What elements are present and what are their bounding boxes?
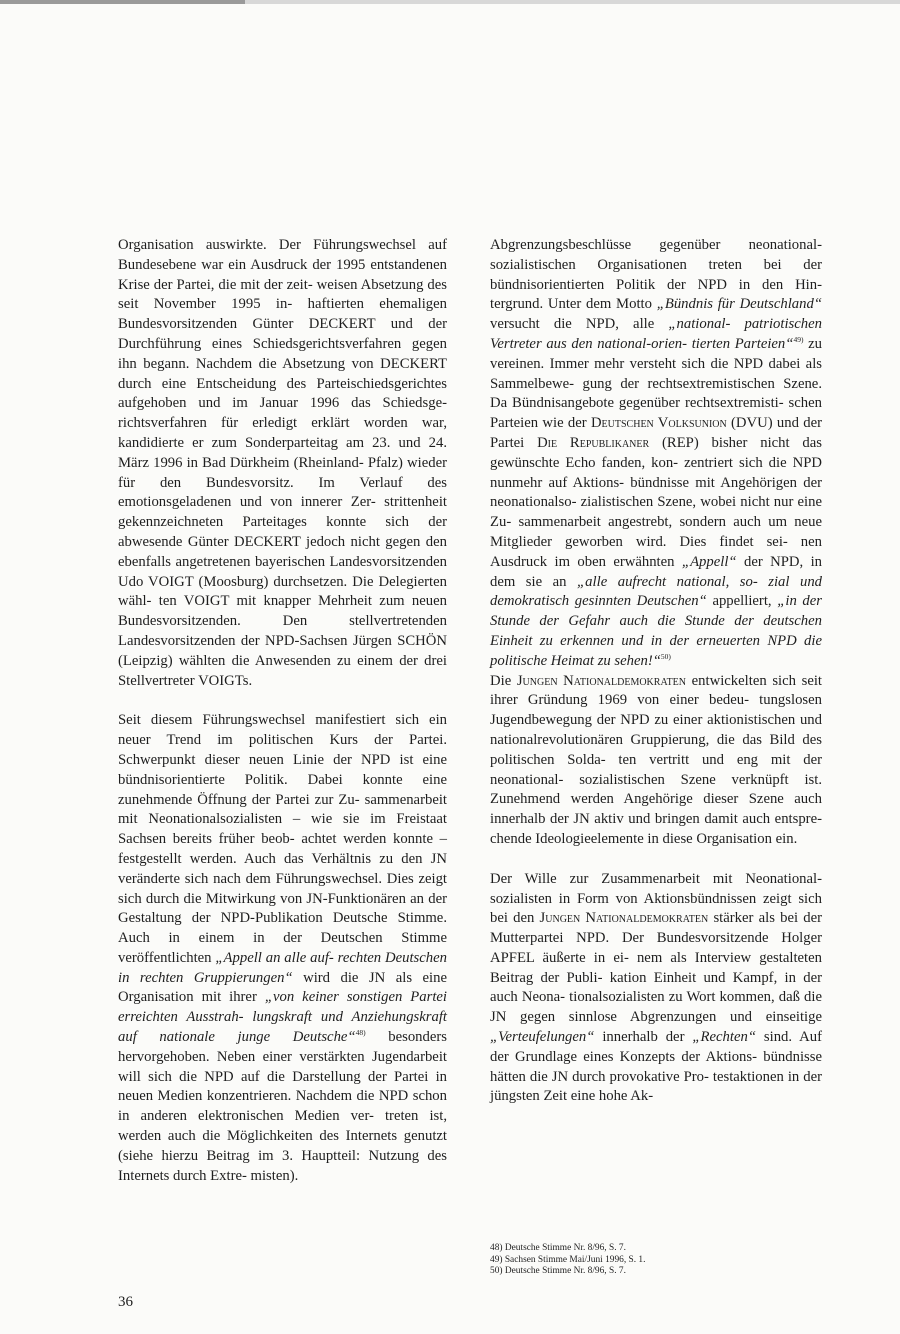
- footnote-ref-48: 48): [355, 1028, 366, 1038]
- quote-rechten: „Rechten“: [692, 1029, 756, 1046]
- right-column: [490, 236, 822, 1107]
- right-paragraph-3: Der Wille zur Zusammenarbeit mit Neonational- sozialisten in Form von Aktionsbündnissen zeigt sich bei den Jungen Nationaldemokraten stärker als bei der Mutterpartei NPD. Der Bundesvorsitzende Holger APFEL äußerte in ei- nem als Interview gestalteten Beitrag der Publi- kation Einheit und Kampf, in der auch Neona- tionalsozialisten zu Wort kommen, daß die JN gegen sinnlose Abgrenzungen und einseitige „Verteufelungen“ innerhalb der „Rechten“ sind. Auf der Grundlage eines Konzepts der Aktions- bündnisse hätten die JN durch provokative Pro- testaktionen in der jüngsten Zeit eine hohe Ak-: [490, 870, 822, 1105]
- page-number: 36: [118, 1294, 133, 1310]
- footnote-49: 49) Sachsen Stimme Mai/Juni 1996, S. 1.: [490, 1254, 646, 1265]
- quote-verteufelungen: „Verteufelungen“: [490, 1029, 595, 1046]
- quote-national-patriotisch: „national- patriotischen Vertreter aus den national-orien- tierten Parteien“: [490, 316, 822, 352]
- quote-buendnis: „Bündnis für Deutschland“: [656, 296, 822, 313]
- footnote-ref-50: 50): [660, 651, 671, 661]
- org-rep: Die Republikaner: [537, 434, 650, 451]
- quote-appell: „Appell an alle auf- rechten Deutschen in rechten Gruppierungen“: [118, 949, 447, 986]
- left-column: [118, 236, 447, 1186]
- left-paragraph-2: Seit diesem Führungswechsel manifestiert sich ein neuer Trend im politischen Kurs der Partei. Schwerpunkt dieser neuen Linie der NPD ist eine bündnisorientierte Politik. Dabei konnte eine zunehmende Öffnung der Partei zur Zu- sammenarbeit mit Neonationalsozialisten – wie sie im Freistaat Sachsen bereits früher beob- achtet werden konnte – festgestellt werden. Auch das Verhältnis zu den JN veränderte sich nach dem Führungswechsel. Dies zeigt sich durch die Mitwirkung von JN-Funktionären an der Gestaltung der NPD-Publikation Deutsche Stimme. Auch in einem in der Deutschen Stimme veröffentlichten „Appell an alle auf- rechten Deutschen in rechten Gruppierungen“ wird die JN als eine Organisation mit ihrer „von keiner sonstigen Partei erreichten Ausstrah- lungskraft und Anziehungskraft auf nationale junge Deutsche“$^{48)}$ besonders hervorgehoben. Neben einer verstärkten Jugendarbeit will sich die NPD auf die Darstellung der Partei in neuen Medien konzentrieren. Nachdem die NPD schon in anderen elektronischen Medien ver- treten ist, werden auch die Möglichkeiten des Internets genutzt (siehe hierzu Beitrag im 3. Hauptteil: Nutzung des Internets durch Extre- misten).: [118, 712, 448, 1184]
- footnote-48: 48) Deutsche Stimme Nr. 8/96, S. 7.: [490, 1243, 626, 1253]
- footnote-ref-49: 49): [793, 334, 804, 344]
- right-paragraph-1: Abgrenzungsbeschlüsse gegenüber neonational- sozialistischen Organisationen treten bei der bündnisorientierten Politik der NPD in den Hin- tergrund. Unter dem Motto „Bündnis für Deutschland“ versucht die NPD, alle „national- patriotischen Vertreter aus den national-orien- tierten Parteien“$^{49)}$ zu vereinen. Immer mehr versteht sich die NPD dabei als Sammelbewe- gung der rechtsextremistischen Szene. Da Bündnisangebote gegenüber rechtsextremisti- schen Parteien wie der Deutschen Volksunion (DVU) und der Partei Die Republikaner (REP) bisher nicht das gewünschte Echo fanden, kon- zentriert sich die NPD nunmehr auf Aktions- bündnisse mit Angehörigen der neonationalso- zialistischen Szene, wobei nicht nur eine Zu- sammenarbeit angestrebt, sondern auch um neue Mitglieder geworben wird. Dies findet sei- nen Ausdruck im oben erwähnten „Appell“ der NPD, in dem sie an „alle aufrecht national, so- zial und demokratisch gesinnten Deutschen“ appelliert, „in der Stunde der Gefahr auch die Stunde der deutschen Einheit zu erkennen und in der erneuerten NPD die politische Heimat zu sehen!“$^{50)}$: [490, 237, 823, 669]
- quote-ausstrahlungskraft: „von keiner sonstigen Partei erreichten Ausstrah- lungskraft und Anziehungskraft auf nationale junge Deutsche“: [118, 989, 447, 1046]
- left-paragraph-1: Organisation auswirkte. Der Führungswechsel auf Bundesebene war ein Ausdruck der 1995 entstandenen Krise der Partei, die mit der zeit- weisen Absetzung des seit November 1995 in- haftierten ehemaligen Bundesvorsitzenden Günter DECKERT und der Durchführung eines Schiedsgerichtsverfahren gegen ihn begann. Nachdem die Absetzung von DECKERT durch eine Entscheidung des Parteischiedsgerichtes aufgehoben und im Januar 1996 das Schiedsge- richtsverfahren für erledigt erklärt worden war, kandidierte er zum Sonderparteitag am 23. und 24. März 1996 in Bad Dürkheim (Rheinland- Pfalz) wieder für den Bundesvorsitz. Im Verlauf des emotionsgeladenen und von innerer Zer- strittenheit gekennzeichneten Parteitages konnte sich der abwesende Günter DECKERT jedoch nicht gegen den ebenfalls angetretenen bayerischen Landesvorsitzenden Udo VOIGT (Moosburg) durchsetzen. Die Delegierten wähl- ten VOIGT mit knapper Mehrheit zum neuen Bundesvorsitzenden. Den stellvertretenden Landesvorsitzenden der NPD-Sachsen Jürgen SCHÖN (Leipzig) wählten die Anwesenden zu einem der drei Stellvertreter VOIGTs.: [118, 237, 447, 689]
- org-dvu: Deutschen Volksunion: [590, 415, 727, 432]
- footnote-50: 50) Deutsche Stimme Nr. 8/96, S. 7.: [490, 1266, 626, 1277]
- quote-alle-aufrecht: „alle aufrecht national, so- zial und demokratisch gesinnten Deutschen“: [490, 573, 823, 610]
- org-jn-2: Jungen Nationaldemokraten: [539, 910, 709, 927]
- right-paragraph-2: Die Jungen Nationaldemokraten entwickelten sich seit ihrer Gründung 1969 von einer bedeu- tungslosen Jugendbewegung der NPD zu einer aktionistischen und nationalrevolutionären Gruppierung, die das Bild des politischen Solda- ten vertritt und eng mit der neonational- sozialistischen Szene verknüpft ist. Zunehmend werden Angehörige dieser Szene auch innerhalb der JN aktiv und bringen damit auch entspre- chende Ideologieelemente in diese Organisation ein.: [490, 672, 823, 847]
- quote-appell-short: „Appell“: [681, 553, 737, 570]
- scan-edge-rule-dark: [0, 0, 245, 4]
- quote-stunde-der-gefahr: „in der Stunde der Gefahr auch die Stunde der deutschen Einheit zu erkennen und in der erneuerten NPD die politische Heimat zu sehen!“: [490, 593, 822, 669]
- footnotes: [490, 1243, 820, 1278]
- org-jn: Jungen Nationaldemokraten: [516, 672, 687, 689]
